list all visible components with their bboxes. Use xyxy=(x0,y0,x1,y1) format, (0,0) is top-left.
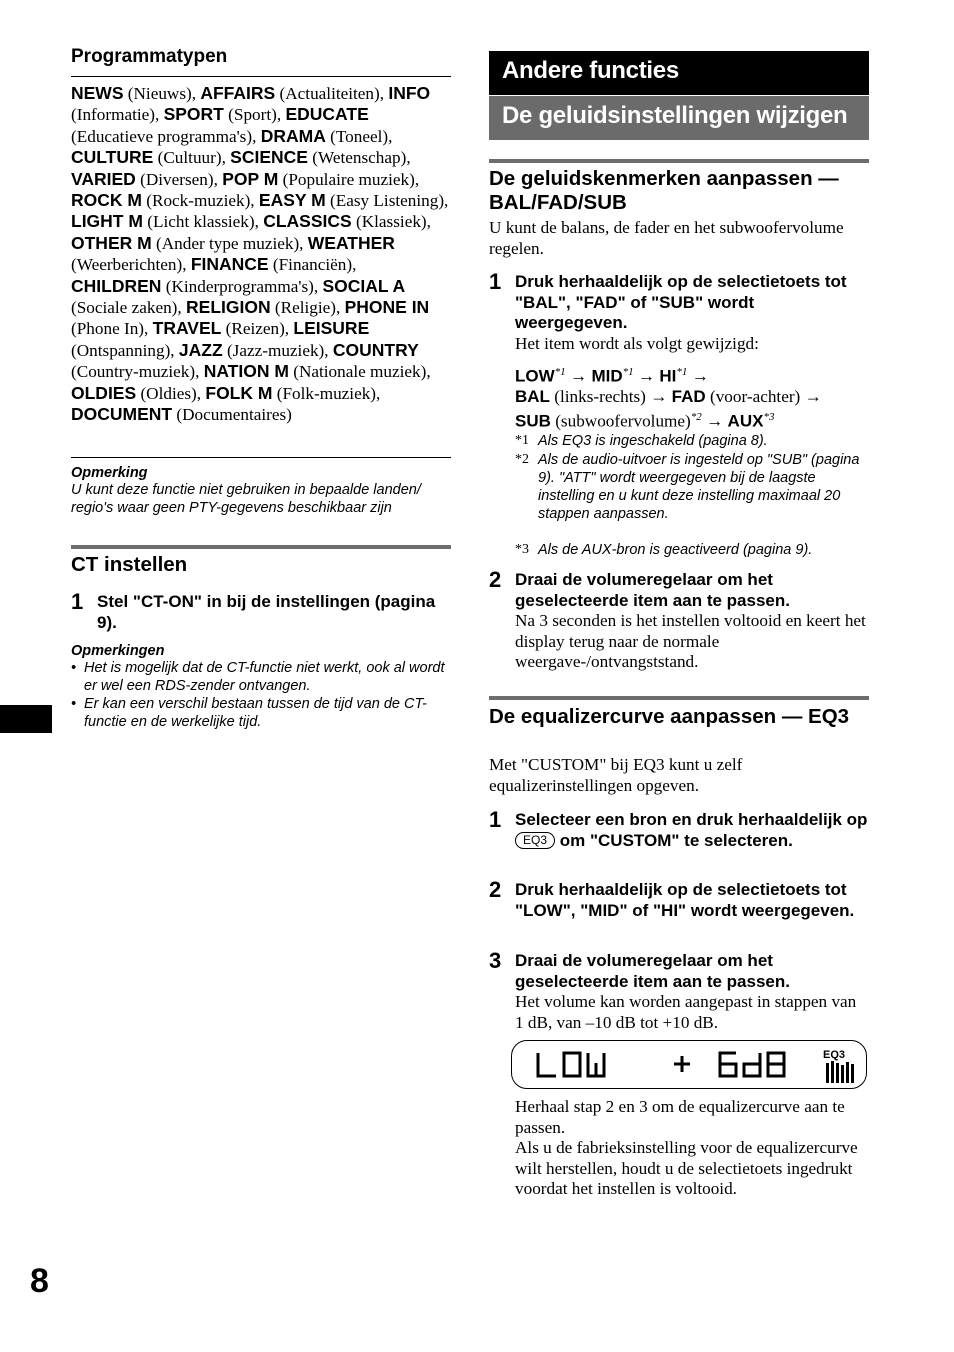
footnote-mark: *2 xyxy=(515,452,529,467)
note-block xyxy=(71,465,451,517)
genre-description: (Ander type muziek), xyxy=(151,233,308,253)
bal-intro: U kunt de balans, de fader en het subwoofervolume regelen. xyxy=(489,218,844,258)
footnote-mark: *1 xyxy=(622,366,634,378)
eq3-button-icon: EQ3 xyxy=(515,832,555,849)
genre-code: EASY M xyxy=(258,190,326,211)
step-number: 1 xyxy=(489,807,502,832)
step-text: Druk herhaaldelijk op de selectietoets tot "BAL", "FAD" of "SUB" wordt weergegeven. xyxy=(515,272,847,332)
footnote-2 xyxy=(515,451,871,523)
genre-code: AFFAIRS xyxy=(200,83,276,103)
bal-fad-sub-title: De geluidskenmerken aanpassen — BAL/FAD/SUB xyxy=(489,167,839,214)
step-subtext: Het item wordt als volgt gewijzigd: xyxy=(515,333,759,353)
page-number: 8 xyxy=(30,1262,49,1300)
genre-code: RELIGION xyxy=(186,297,271,318)
closing-paragraph xyxy=(515,1097,871,1200)
footnote-mark: *1 xyxy=(515,433,529,448)
genre-description: (Nationale muziek), xyxy=(288,362,431,382)
genre-description: (Financiën), xyxy=(268,255,357,275)
footnote-text: Als de audio-uitvoer is ingesteld op "SUB" (pagina 9). "ATT" wordt weergegeven bij de laagste instelling en u kunt deze instelling maximaal 20 stappen aanpassen. xyxy=(538,452,860,522)
seq-fad: FAD xyxy=(671,386,706,406)
genre-description: (Toneel), xyxy=(325,126,393,146)
genre-description: (Religie), xyxy=(270,298,345,318)
genre-code: JAZZ xyxy=(178,339,223,360)
seq-bal: BAL xyxy=(515,386,550,406)
note-item xyxy=(71,659,451,695)
sequence-line-3 xyxy=(515,407,871,432)
arrow-icon: → xyxy=(650,386,668,406)
lcd-badge: EQ3 xyxy=(823,1049,846,1061)
step-number: 3 xyxy=(489,948,502,973)
step-text: Draai de volumeregelaar om het geselecteerde item aan te passen. xyxy=(515,951,790,991)
section-rule xyxy=(489,696,869,700)
genre-description: (Nieuws), xyxy=(123,84,201,103)
genre-description: (Weerberichten), xyxy=(71,255,191,275)
sequence-line-1 xyxy=(515,362,871,387)
seq-sub-desc: (subwoofervolume) xyxy=(550,411,691,431)
genre-description: (Rock-muziek), xyxy=(141,191,259,211)
seq-mid: MID xyxy=(591,366,623,386)
sequence-line-2 xyxy=(515,387,871,407)
step-number: 2 xyxy=(489,567,502,592)
genre-description: (Easy Listening), xyxy=(325,191,449,211)
genre-description: (Country-muziek), xyxy=(71,362,204,382)
step-subtext: Het volume kan worden aangepast in stappen van 1 dB, van –10 dB tot +10 dB. xyxy=(515,992,857,1032)
programmatypen-heading: Programmatypen xyxy=(71,46,451,77)
genre-code: SOCIAL A xyxy=(322,275,406,296)
genre-code: TRAVEL xyxy=(152,318,222,339)
genre-description: (Oldies), xyxy=(136,383,206,403)
footnote-mark: *3 xyxy=(515,542,529,557)
genre-description: (Reizen), xyxy=(221,319,294,339)
topic-title: De geluidsinstellingen wijzigen xyxy=(502,102,848,129)
step-number: 1 xyxy=(489,269,502,294)
ct-section-title: CT instellen xyxy=(71,553,188,576)
genre-description: (Actualiteiten), xyxy=(275,84,389,103)
genre-description: (Documentaires) xyxy=(172,405,292,425)
footnote-3 xyxy=(515,541,871,559)
note-text: U kunt deze functie niet gebruiken in bepaalde landen/ regio's waar geen PTY-gegevens beschikbaar zijn xyxy=(71,482,421,516)
genre-code: DRAMA xyxy=(260,125,326,146)
genre-code: CLASSICS xyxy=(263,211,352,232)
genre-code: SPORT xyxy=(163,104,224,125)
genre-code: OLDIES xyxy=(71,382,137,403)
genre-code: FINANCE xyxy=(190,254,269,275)
genre-description: (Sport), xyxy=(223,105,286,125)
eq3-step-2 xyxy=(489,877,869,921)
step-number: 2 xyxy=(489,877,502,902)
genre-description: (Klassiek), xyxy=(351,212,431,232)
section-rule xyxy=(71,545,451,549)
item-sequence xyxy=(515,362,871,431)
step-text: Druk herhaaldelijk op de selectietoets tot "LOW", "MID" of "HI" wordt weergegeven. xyxy=(515,880,855,920)
genre-description: (Educatieve programma's), xyxy=(71,126,261,146)
genre-code: ROCK M xyxy=(71,190,142,211)
seq-sub: SUB xyxy=(515,411,551,431)
step-number: 1 xyxy=(71,589,84,614)
divider xyxy=(71,457,451,458)
footnote-text: Als de AUX-bron is geactiveerd (pagina 9). xyxy=(538,542,813,558)
genre-code: OTHER M xyxy=(71,232,152,253)
genre-code: DOCUMENT xyxy=(71,404,173,425)
chapter-tab-marker xyxy=(0,705,52,733)
genre-code: NEWS xyxy=(71,83,124,103)
genre-description: (Phone In), xyxy=(71,319,153,339)
genre-description: (Folk-muziek), xyxy=(272,383,381,403)
genre-description: (Ontspanning), xyxy=(71,340,179,360)
footnote-mark: *1 xyxy=(676,366,688,378)
genre-description: (Wetenschap), xyxy=(307,148,411,168)
genre-description: (Populaire muziek), xyxy=(278,169,420,189)
ct-notes xyxy=(71,643,451,731)
chapter-bar xyxy=(489,51,869,95)
footnote-mark: *2 xyxy=(690,410,702,423)
genre-code: FOLK M xyxy=(205,382,273,403)
genre-code: LIGHT M xyxy=(71,211,143,232)
notes-title: Opmerkingen xyxy=(71,643,165,659)
arrow-icon: → xyxy=(706,411,724,431)
bullet: • xyxy=(71,660,77,676)
step-text-part: Selecteer een bron en druk herhaaldelijk op xyxy=(515,810,868,829)
step-text-part: om "CUSTOM" te selecteren. xyxy=(555,830,793,850)
genre-code: EDUCATE xyxy=(285,104,369,125)
genre-code: POP M xyxy=(222,168,279,189)
genre-description: (Sociale zaken), xyxy=(71,298,187,318)
lcd-graphic xyxy=(512,1041,866,1088)
genre-code: NATION M xyxy=(203,361,289,382)
seq-low: LOW xyxy=(515,366,555,386)
genre-description: (Informatie), xyxy=(71,105,164,125)
seq-hi: HI xyxy=(659,366,677,386)
footnote-text: Als EQ3 is ingeschakeld (pagina 8). xyxy=(538,433,768,449)
genre-code: PHONE IN xyxy=(344,297,430,318)
genre-list xyxy=(71,83,451,426)
genre-code: SCIENCE xyxy=(230,147,308,168)
genre-code: CULTURE xyxy=(71,147,154,168)
footnote-mark: *1 xyxy=(554,366,566,378)
step-text: Stel "CT-ON" in bij de instellingen (pagina 9). xyxy=(97,592,436,632)
arrow-icon: → xyxy=(569,366,588,386)
arrow-icon: → xyxy=(804,386,822,406)
ct-step-1 xyxy=(71,589,451,633)
genre-code: WEATHER xyxy=(307,232,395,253)
bal-step-2 xyxy=(489,567,869,673)
bal-step-1 xyxy=(489,269,869,354)
genre-code: COUNTRY xyxy=(332,339,419,360)
note-item xyxy=(71,695,451,731)
eq3-step-1 xyxy=(489,807,869,851)
genre-description: (Jazz-muziek), xyxy=(222,340,333,360)
closing-text-2: Als u de fabrieksinstelling voor de equalizercurve wilt herstellen, houdt u de selectietoets ingedrukt voordat het instellen is voltooid. xyxy=(515,1138,858,1198)
step-text xyxy=(515,810,869,851)
arrow-icon: → xyxy=(637,366,656,386)
footnote-1 xyxy=(515,432,871,450)
genre-description: (Licht klassiek), xyxy=(142,212,264,232)
topic-bar xyxy=(489,96,869,140)
closing-text-1: Herhaal stap 2 en 3 om de equalizercurve aan te passen. xyxy=(515,1097,845,1137)
eq3-intro: Met "CUSTOM" bij EQ3 kunt u zelf equalizerinstellingen opgeven. xyxy=(489,755,743,795)
footnote-mark: *3 xyxy=(763,410,775,423)
note-title: Opmerking xyxy=(71,465,148,481)
genre-code: CHILDREN xyxy=(71,275,162,296)
genre-code: VARIED xyxy=(71,168,136,189)
eq3-section-title: De equalizercurve aanpassen — EQ3 xyxy=(489,705,850,728)
arrow-icon: → xyxy=(691,366,709,386)
note-item-text: Het is mogelijk dat de CT-functie niet werkt, ook al wordt er wel een RDS-zender ontvangen. xyxy=(84,660,445,694)
seq-fad-desc: (voor-achter) xyxy=(705,386,805,406)
chapter-title: Andere functies xyxy=(502,57,679,84)
genre-description: (Kinderprogramma's), xyxy=(161,276,323,296)
eq3-step-3 xyxy=(489,948,869,1033)
seq-bal-desc: (links-rechts) xyxy=(549,386,651,406)
genre-code: LEISURE xyxy=(293,318,370,339)
note-item-text: Er kan een verschil bestaan tussen de tijd van de CT-functie en de werkelijke tijd. xyxy=(84,696,427,730)
step-text: Draai de volumeregelaar om het geselecteerde item aan te passen. xyxy=(515,570,790,610)
section-rule xyxy=(489,159,869,163)
bullet: • xyxy=(71,696,77,712)
seq-aux: AUX xyxy=(727,411,764,431)
lcd-display xyxy=(511,1040,867,1089)
genre-code: INFO xyxy=(388,83,431,103)
genre-description: (Diversen), xyxy=(135,169,223,189)
genre-description: (Cultuur), xyxy=(153,148,231,168)
step-subtext: Na 3 seconden is het instellen voltooid en keert het display terug naar de normale weergave-/ontvangststand. xyxy=(515,611,866,671)
